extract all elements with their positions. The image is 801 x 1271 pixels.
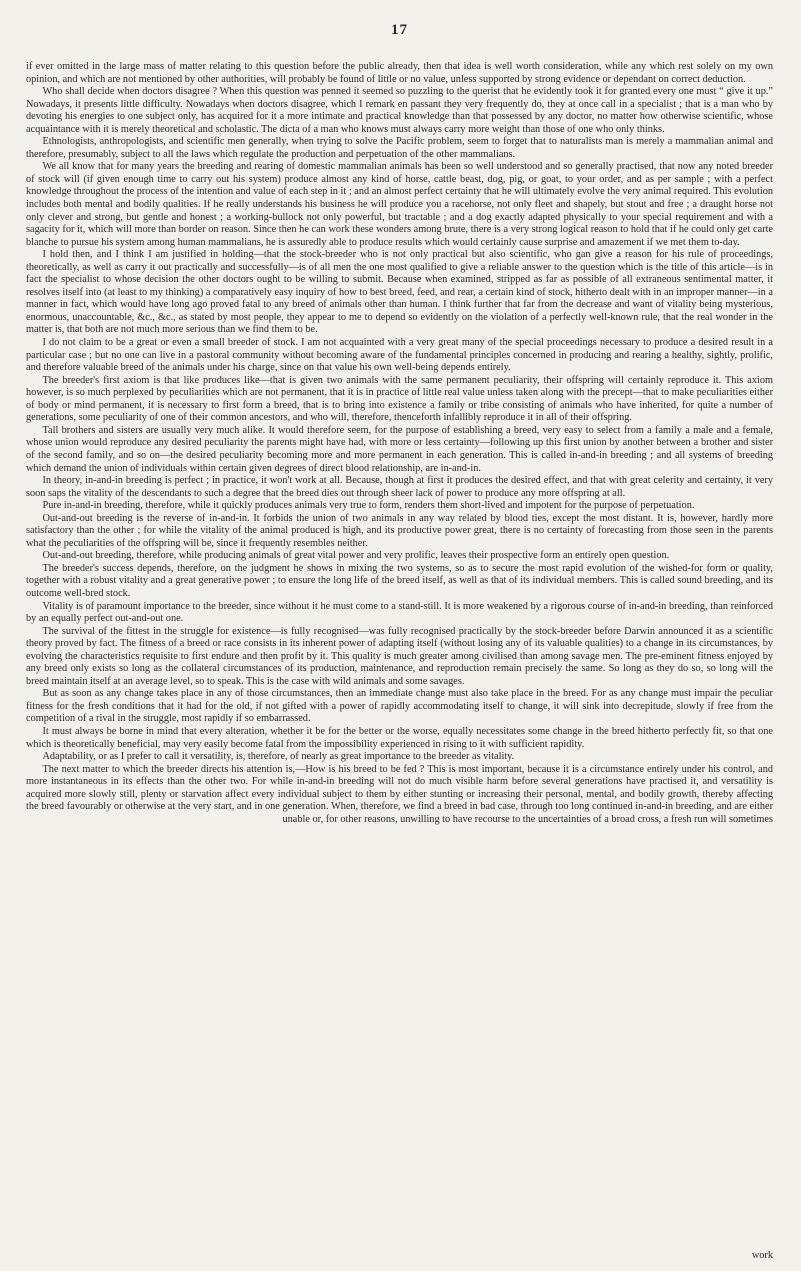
paragraph: Out-and-out breeding, therefore, while producing animals of great vital power and very prolific, leaves their prospective form an entirely open question. (42, 550, 670, 562)
paragraph: Adaptability, or as I prefer to call it versatility, is, therefore, of nearly as great importance to the breeder as vitality. (42, 751, 515, 763)
paragraph: The survival of the fittest in the struggle for existence—is fully recognised—was fully recognised practically by the stock-breeder before Darwin announced it as a scientific theory proved by fact. The fitness of a breed or race consists in its inherent power of adapting itself (without losing any of its valuable qualities) to a change in its circumstances, by evolving the characteristics requisite to first endure and then profit by it. This quality is much greater among civilised than among savage men. The pre-eminent fitness enjoyed by any breed only exists so long as the collateral circumstances of its production, maintenance, and reproduction remain precisely the same. So long as they do so, so long will the breed maintain itself at an average level, so to speak. This is the case with wild animals and some savages. (26, 625, 773, 687)
paragraph: Pure in-and-in breeding, therefore, while it quickly produces animals very true to form, renders them short-lived and impotent for the purpose of perpetuation. (42, 500, 695, 512)
paragraph: The breeder's first axiom is that like produces like—that is given two animals with the same permanent peculiarity, their offspring will certainly reproduce it. This axiom however, is so much perplexed by peculiarities which are not permanent, that it is in practice of little real value unless taken along with the precept—that to make peculiarities either of body or mind permanent, it is necessary to first form a breed, that is to bring into existence a family or tribe consisting of animals who have inherited, for quite a number of generations, some peculiarity of one of their common ancestors, and who will, therefore, thenceforth infallibly reproduce it in all of their offspring. (26, 374, 773, 424)
page-number: 17 (391, 22, 408, 38)
paragraph: Out-and-out breeding is the reverse of in-and-in. It forbids the union of two animals in any way related by blood ties, except the most distant. It is, however, hardly more satisfactory than the other ; for while the vitality of the animal produced is high, and its productive power great, there is no certainty of forecasting from those seen in the parents what the peculiarities of the offspring will be, since it frequently resembles neither. (26, 512, 773, 549)
paragraph: if ever omitted in the large mass of matter relating to this question before the public already, then that idea is well worth consideration, while any which rest solely on my own opinion, and which are not mentioned by other authorities, will probably be found of little or no value, unless supported by strong evidence or dependant on correct deduction. (26, 61, 773, 85)
paragraph: In theory, in-and-in breeding is perfect ; in practice, it won't work at all. Because, though at first it produces the desired effect, and that with great celerity and certainty, it very soon saps the vitality of the descendants to such a degree that the breed dies out through sheer lack of power to produce any more offspring at all. (26, 475, 773, 499)
paragraph: But as soon as any change takes place in any of those circumstances, then an immediate change must also take place in the breed. For as any change must impair the peculiar fitness for the fresh conditions that it had for the old, if not gifted with a power of rapidly accommodating itself to change, it will sink into decrepitude, slowly if free from the competition of a rival in the struggle, most rapidly if so embarrassed. (26, 688, 773, 725)
paragraph: Ethnologists, anthropologists, and scientific men generally, when trying to solve the Pacific problem, seem to forget that to naturalists man is merely a mammalian animal and therefore, presumably, subject to all the laws which regulate the production and perpetuation of the other mammalians. (26, 136, 773, 160)
paragraph: Tall brothers and sisters are usually very much alike. It would therefore seem, for the purpose of establishing a breed, very easy to select from a family a male and a female, whose union would reproduce any desired peculiarity the parents might have had, with more or less certainty—following up this first union by another between a brother and sister of the second family, and so on—the desired peculiarity becoming more and more permanent in each generation. This is called in-and-in breeding ; and all systems of breeding which demand the union of individuals within certain given degrees of direct blood relationship, are in-and-in. (26, 424, 773, 474)
paragraph: It must always be borne in mind that every alteration, whether it be for the better or the worse, equally necessitates some change in the breed hitherto perfectly fit, so that one which is theoretically beneficial, may very easily become fatal from the impossibility experienced in rising to it with sufficient rapidity. (26, 725, 773, 750)
paragraph: I do not claim to be a great or even a small breeder of stock. I am not acquainted with a very great many of the special proceedings necessary to produce a desired result in a particular case ; but no one can live in a pastoral community without becoming aware of the fundamental principles concerned in producing and rearing a healthy, sightly, prolific, and therefore valuable breed of the animals under his charge, since on that value his own well-being depends entirely. (26, 337, 773, 374)
paragraph: I hold then, and I think I am justified in holding—that the stock-breeder who is not only practical but also scientific, who gan give a reason for his rule of proceedings, theoretically, as well as carry it out practically and successfully—is of all men the one most qualified to give a reliable answer to the question which is the title of this article—is in fact the specialist to whose decision the other doctors ought to be willing to submit. Because when examined, stripped as far as possible of all extraneous sentimental matter, it resolves itself into (at least to my thinking) a comparatively easy inquiry of how to best breed, feed, and rear, a certain kind of stock, hitherto dealt with in an improper manner—in a manner in fact, which would have long ago proved fatal to any breed of animals other than human. I think further that far from the decrease and want of vitality being mysterious, enormous, unaccountable, &c., &c., as stated by most people, they appear to me to depend so evidently on the violation of a perfectly well-known rule, that the real wonder in the matter is, that both are not much more serious than we find them to be. (26, 249, 773, 336)
paragraph: Vitality is of paramount importance to the breeder, since without it he must come to a stand-still. It is more weakened by a rigorous course of in-and-in breeding, than reinforced by an equally perfect out-and-out one. (26, 600, 773, 625)
paragraph: The breeder's success depends, therefore, on the judgment he shows in mixing the two systems, so as to secure the most rapid evolution of the wished-for form or quality, together with a robust vitality and a great generative power ; to ensure the long life of the breed itself, as well as that of its individual members. This is called sound breeding, and its outcome well-bred stock. (26, 562, 773, 599)
paragraph: Who shall decide when doctors disagree ? When this question was penned it seemed so puzzling to the querist that he evidently took it for granted every one must “ give it up.” Nowadays, it presents little difficulty. Nowadays when doctors disagree, which I remark en passant they very frequently do, they at once call in a specialist ; that is a man who by devoting his energies to one subject only, has acquired for it a more intimate and practical knowledge than that possessed by any doctor, no matter how otherwise scientific, whose acquaintance with it is merely theoretical and scholastic. The dicta of a man who knows must always carry more weight than those of one who only thinks. (26, 86, 773, 135)
body-text (26, 61, 773, 826)
paragraph: We all know that for many years the breeding and rearing of domestic mammalian animals has been so well understood and so generally practised, that now any noted breeder of stock will (if given enough time to carry out his system) produce almost any kind of horse, cattle beast, dog, pig, or goat, to your order, and as per sample ; with a perfect knowledge throughout the process of the intention and value of each step in it ; and an almost perfect certainty that he will ultimately evolve the very animal required. This evolution includes both mental and bodily qualities. If he really understands his business he will produce you a racehorse, not only fleet and shapely, but stout and free ; a draught horse not only clever and strong, but gentle and honest ; a working-bullock not only powerful, but tractable ; and a dog exactly adapted physically to your special requirement and with a sagacity for it, which will more than border on reason. Since then he can work these wonders among brute, there is a very strong logical reason to hold that if he could only get carte blanche to pursue his system among human mammalians, he is assuredly able to produce results which would certainly cause surprise and amazement if we met them to-day. (26, 161, 773, 248)
catchword: work (751, 1250, 773, 1261)
paragraph: The next matter to which the breeder directs his attention is,—How is his breed to be fed ? This is most important, because it is a circumstance entirely under his control, and more instantaneous in its effects than the other two. For while in-and-in breeding will not do much visible harm before several generations have practised it, and versatility is acquired more slowly still, plenty or starvation affect every individual subject to them by either stunting or increasing their personal, mental, and bodily growth, thereby affecting the breed favourably or otherwise at the very start, and in one generation. When, therefore, we find a breed in bad case, through too long continued in-and-in breeding, and are either unable or, for other reasons, unwilling to have recourse to the uncertainties of a broad cross, a fresh run will sometimes (26, 763, 773, 825)
